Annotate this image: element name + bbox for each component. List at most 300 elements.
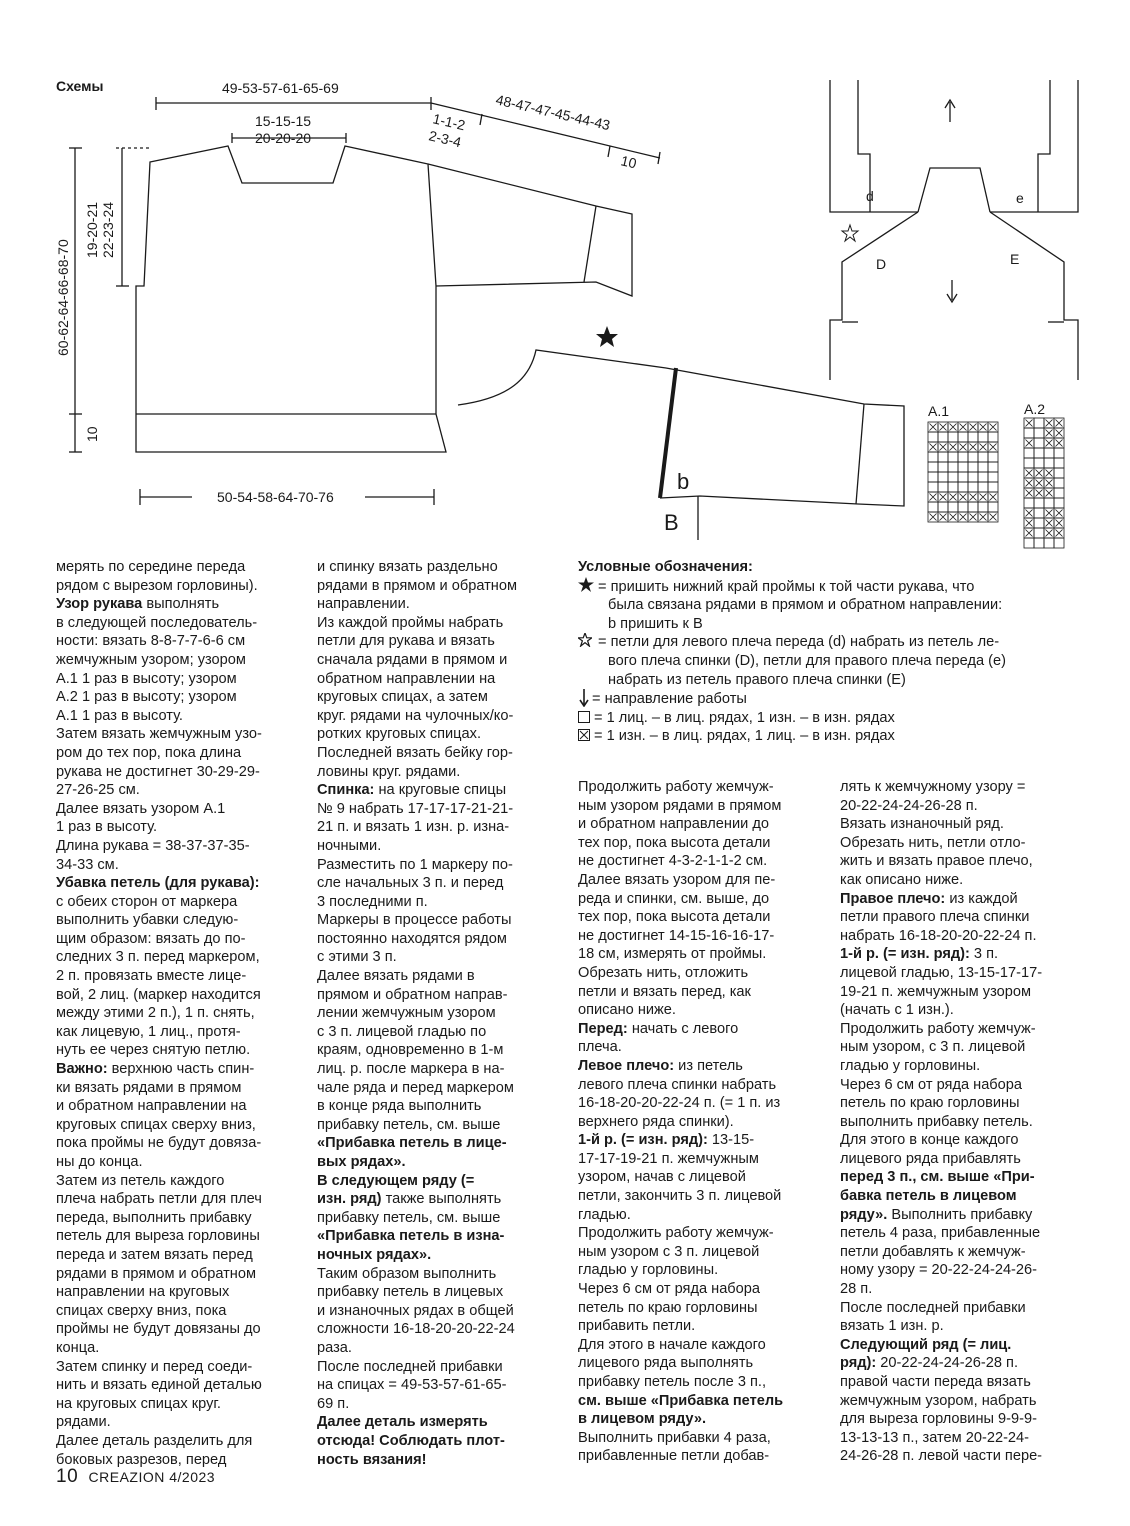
chart-cross-mark <box>1056 420 1063 427</box>
col4-line: ному узору = 20-22-24-24-26- <box>840 1262 1038 1279</box>
col2-line: на спицах = 49-53-57-61-65- <box>317 1377 507 1394</box>
col1-line: конца. <box>56 1339 100 1356</box>
col3-line: гладью. <box>578 1206 631 1223</box>
col3-line: прибавить петли. <box>578 1318 696 1335</box>
col1-line: Длина рукава = 38-37-37-35- <box>56 837 250 854</box>
chart-cross-mark <box>1046 440 1053 447</box>
col2-line: прибавку петель, см. выше <box>317 1116 501 1133</box>
col4-line: бавка петель в лицевом <box>840 1188 1017 1205</box>
col2-line: 21 п. и вязать 1 изн. р. изна- <box>317 819 510 836</box>
col4-line: 28 п. <box>840 1281 873 1298</box>
chart-cell <box>988 472 998 482</box>
col4-line: ряду». Выполнить прибавку <box>840 1206 1033 1223</box>
col3-line: 17-17-19-21 п. жемчужным <box>578 1150 759 1167</box>
col3-line: Через 6 см от ряда набора <box>578 1281 761 1298</box>
col1-line: боковых разрезов, перед <box>56 1451 227 1468</box>
label-E: E <box>1010 251 1020 267</box>
col1-line: жемчужным узором; узором <box>56 651 246 668</box>
down-arrow-icon <box>578 689 592 709</box>
col1-line: круговых спицах сверху вниз, <box>56 1116 256 1133</box>
col3-line: см. выше «Прибавка петель <box>578 1392 784 1409</box>
magazine-issue: CREAZION 4/2023 <box>88 1469 216 1485</box>
chart-cross-mark <box>960 514 967 521</box>
chart-cross-mark <box>930 494 937 501</box>
chart-cross-mark <box>990 424 997 431</box>
col2-line: № 9 набрать 17-17-17-21-21- <box>317 800 514 817</box>
label-b-capital: B <box>664 510 679 535</box>
chart-cell <box>928 452 938 462</box>
legend-title: Условные обозначения: <box>578 559 753 575</box>
col1-line: пока проймы не будут довяза- <box>56 1135 262 1152</box>
chart-cell <box>988 452 998 462</box>
chart-cross-mark <box>1046 480 1053 487</box>
chart-cross-mark <box>1056 530 1063 537</box>
chart-cross-mark <box>950 424 957 431</box>
col2-line: В следующем ряду (= <box>317 1172 475 1189</box>
label-body-width-bottom: 50-54-58-64-70-76 <box>217 489 334 505</box>
legend-outline-star-line-3: набрать из петель правого плеча спинки (E) <box>608 671 906 688</box>
chart-cell <box>1034 448 1044 458</box>
chart-cell <box>1024 498 1034 508</box>
col1-line: мерять по середине переда <box>56 559 246 575</box>
chart-cell <box>978 432 988 442</box>
col4-line: 13-13-13 п., затем 20-22-24- <box>840 1429 1030 1446</box>
chart-cell <box>938 462 948 472</box>
label-cuff-length: 10 <box>619 152 639 172</box>
col3-line: гладью у горловины. <box>578 1262 719 1279</box>
label-D: D <box>876 256 887 272</box>
col2-line: ловины круг. рядами. <box>317 763 461 780</box>
col1-line: Затем спинку и перед соеди- <box>56 1358 253 1375</box>
col2-line: с этими 3 п. <box>317 949 397 966</box>
chart-cell <box>948 482 958 492</box>
col1-line: в следующей последователь- <box>56 614 258 631</box>
col1-line: рядами. <box>56 1414 111 1431</box>
chart-cross-mark <box>940 444 947 451</box>
chart-cross-mark <box>1046 510 1053 517</box>
col4-line: 19-21 п. жемчужным узором <box>840 983 1031 1000</box>
col4-line: петель по краю горловины <box>840 1095 1020 1112</box>
chart-cross-mark <box>1026 470 1033 477</box>
col4-line: гладью у горловины. <box>840 1057 981 1074</box>
col2-line: Таким образом выполнить <box>317 1265 497 1282</box>
col4-line: Через 6 см от ряда набора <box>840 1076 1023 1093</box>
chart-cell <box>1034 508 1044 518</box>
col2-line: сложности 16-18-20-20-22-24 <box>317 1321 515 1338</box>
col1-line: проймы не будут довязаны до <box>56 1321 261 1338</box>
col1-line: ности: вязать 8-8-7-7-6-6 см <box>56 633 246 650</box>
col1-line: A.1 1 раз в высоту; узором <box>56 670 237 687</box>
chart-cell <box>958 482 968 492</box>
col3-line: плеча. <box>578 1039 622 1056</box>
col2-line: ротких круговых спицах. <box>317 726 482 743</box>
col4-line: 1-й р. (= изн. ряд): 3 п. <box>840 946 999 963</box>
chart-cross-mark <box>1046 430 1053 437</box>
chart-cell <box>978 472 988 482</box>
col4-line: как описано ниже. <box>840 871 964 888</box>
chart-cell <box>988 432 998 442</box>
chart-cell <box>958 432 968 442</box>
chart-cell <box>1054 538 1064 548</box>
chart-cell <box>978 452 988 462</box>
chart-cross-mark <box>970 444 977 451</box>
col2-line: 69 п. <box>317 1395 350 1412</box>
chart-cross-mark <box>940 514 947 521</box>
chart-cross-mark <box>930 514 937 521</box>
col3-line: не достигнет 14-15-16-16-17- <box>578 927 775 944</box>
legend-outline-star-line-1: = петли для левого плеча переда (d) набрать из петель ле- <box>598 634 1000 651</box>
col3-line: 16-18-20-20-22-24 п. (= 1 п. из <box>578 1095 781 1112</box>
cross-square-icon <box>578 727 594 746</box>
chart-a2-grid <box>1024 418 1064 548</box>
chart-cell <box>1044 538 1054 548</box>
chart-cell <box>988 502 998 512</box>
chart-cross-mark <box>960 444 967 451</box>
col2-line: прибавку петель в лицевых <box>317 1284 504 1301</box>
outline-star-icon <box>842 225 858 241</box>
chart-cross-mark <box>1036 470 1043 477</box>
col3-line: петель по краю горловины <box>578 1299 758 1316</box>
page-footer <box>56 1466 215 1488</box>
chart-cross-mark <box>950 444 957 451</box>
col3-line: ным узором рядами в прямом <box>578 797 782 814</box>
chart-cross-mark <box>1036 480 1043 487</box>
col1-line: нуть ее через снятую петлю. <box>56 1042 251 1059</box>
col4-line: для выреза горловины 9-9-9- <box>840 1411 1037 1428</box>
chart-cell <box>948 462 958 472</box>
chart-cell <box>1044 498 1054 508</box>
label-armhole-1: 19-20-21 <box>84 201 100 258</box>
col3-line: петли и вязать перед, как <box>578 983 751 1000</box>
col1-line: Затем из петель каждого <box>56 1172 225 1189</box>
legend-outline-star-line-2: вого плеча спинки (D), петли для правого плеча переда (e) <box>608 652 1006 669</box>
col4-line: Вязать изнаночный ряд. <box>840 816 1004 833</box>
col1-line: и обратном направлении на <box>56 1098 247 1115</box>
col2-line: сначала рядами в прямом и <box>317 651 508 668</box>
col2-line: вых рядах». <box>317 1154 406 1170</box>
chart-cell <box>938 482 948 492</box>
chart-cell <box>1034 428 1044 438</box>
col2-line: обратном направлении на <box>317 670 496 687</box>
chart-cross-mark <box>1026 480 1033 487</box>
col4-line: петель 4 раза, прибавленные <box>840 1225 1041 1242</box>
col1-line: переда и затем вязать перед <box>56 1246 253 1263</box>
chart-cross-mark <box>1026 510 1033 517</box>
legend-filled-star-line-3: b пришить к B <box>608 615 703 632</box>
col1-line: ны до конца. <box>56 1154 143 1170</box>
col2-line: ночных рядах». <box>317 1246 432 1263</box>
chart-cell <box>1054 448 1064 458</box>
chart-cell <box>958 452 968 462</box>
chart-cross-mark <box>990 444 997 451</box>
col2-line: Спинка: на круговые спицы <box>317 782 507 799</box>
chart-a2-label: A.2 <box>1024 401 1046 417</box>
chart-cell <box>968 502 978 512</box>
diagram-title: Схемы <box>56 78 104 94</box>
col1-line: петель для выреза горловины <box>56 1228 260 1245</box>
legend-filled-star-line-2: была связана рядами в прямом и обратном направлении: <box>608 597 1003 614</box>
text-column-1 <box>56 558 262 1469</box>
col1-line: на круговых спицах круг. <box>56 1395 221 1412</box>
chart-cell <box>988 482 998 492</box>
label-body-width-top: 49-53-57-61-65-69 <box>222 80 339 96</box>
chart-cell <box>1024 428 1034 438</box>
chart-cross-mark <box>1056 440 1063 447</box>
col3-line: и обратном направлении до <box>578 816 769 833</box>
col4-line: петли добавлять к жемчуж- <box>840 1243 1026 1260</box>
col1-line: щим образом: вязать до по- <box>56 930 246 947</box>
label-sleeve-length: 48-47-47-45-44-43 <box>494 91 612 134</box>
col4-line: 20-22-24-24-26-28 п. <box>840 797 978 814</box>
chart-cross-mark <box>1056 510 1063 517</box>
page-number: 10 <box>56 1466 79 1487</box>
col3-line: тех пор, пока высота детали <box>578 909 771 926</box>
label-shoulder-1: 1-1-2 <box>431 110 467 134</box>
chart-cross-mark <box>1046 530 1053 537</box>
col4-line: жемчужным узором, набрать <box>840 1392 1037 1409</box>
chart-a1-label: A.1 <box>928 403 950 419</box>
col2-line: «Прибавка петель в изна- <box>317 1228 505 1245</box>
col3-line: Выполнить прибавки 4 раза, <box>578 1429 771 1446</box>
col1-line: рядами в прямом и обратном <box>56 1265 257 1282</box>
label-e: e <box>1016 190 1024 206</box>
chart-cross-mark <box>980 494 987 501</box>
col2-line: Далее деталь измерять <box>317 1414 488 1431</box>
chart-cell <box>1044 458 1054 468</box>
chart-cell <box>968 462 978 472</box>
chart-cell <box>1034 458 1044 468</box>
col1-line: между этими 2 п.), 1 п. снять, <box>56 1005 255 1022</box>
empty-square-icon <box>578 709 594 728</box>
chart-cross-mark <box>950 514 957 521</box>
chart-cell <box>938 502 948 512</box>
chart-cross-mark <box>960 494 967 501</box>
chart-cell <box>948 432 958 442</box>
col4-line: Для этого в конце каждого <box>840 1132 1019 1149</box>
col3-line: Для этого в начале каждого <box>578 1336 766 1353</box>
legend-cross-square-text: = 1 изн. – в лиц. рядах, 1 лиц. – в изн. рядах <box>594 728 895 745</box>
chart-cross-mark <box>950 494 957 501</box>
col3-line: не достигнет 4-3-2-1-1-2 см. <box>578 853 768 870</box>
col3-line: ным узором с 3 п. лицевой <box>578 1243 760 1260</box>
col2-line: отсюда! Соблюдать плот- <box>317 1432 505 1449</box>
col2-line: Далее вязать рядами в <box>317 968 475 985</box>
col2-line: лиц. р. после маркера в на- <box>317 1061 505 1078</box>
chart-cross-mark <box>940 494 947 501</box>
col2-line: чале ряда и перед маркером <box>317 1079 514 1096</box>
label-shoulder-2: 2-3-4 <box>427 127 463 151</box>
col1-line: плеча набрать петли для плеч <box>56 1191 262 1208</box>
chart-cell <box>958 502 968 512</box>
chart-cell <box>1054 468 1064 478</box>
col1-line: 34-33 см. <box>56 856 119 873</box>
col4-line: Продолжить работу жемчуж- <box>840 1020 1036 1037</box>
chart-cell <box>1054 488 1064 498</box>
chart-cell <box>968 452 978 462</box>
chart-cross-mark <box>940 424 947 431</box>
col4-line: перед 3 п., см. выше «При- <box>840 1169 1035 1186</box>
col3-line: Перед: начать с левого <box>578 1020 739 1037</box>
col3-line: реда и спинки, см. выше, до <box>578 890 770 907</box>
chart-cross-mark <box>980 514 987 521</box>
col4-line: правой части переда вязать <box>840 1374 1031 1390</box>
col1-line: переда, выполнить прибавку <box>56 1209 252 1226</box>
col1-line: вой, 2 лиц. (маркер находится <box>56 986 261 1003</box>
col1-line: A.2 1 раз в высоту; узором <box>56 689 237 706</box>
legend-empty-square-text: = 1 лиц. – в лиц. рядах, 1 изн. – в изн. рядах <box>594 709 895 726</box>
col1-line: с обеих сторон от маркера <box>56 893 238 910</box>
outline-star-icon <box>578 633 598 652</box>
col3-line: Обрезать нить, отложить <box>578 964 749 981</box>
col3-line: Далее вязать узором для пе- <box>578 871 776 888</box>
col3-line: Продолжить работу жемчуж- <box>578 1225 774 1242</box>
col4-line: лицевой гладью, 13-15-17-17- <box>840 964 1043 981</box>
chart-cross-mark <box>970 494 977 501</box>
chart-cell <box>928 472 938 482</box>
col4-line: После последней прибавки <box>840 1299 1026 1316</box>
chart-cross-mark <box>970 424 977 431</box>
col3-line: прибавку петель после 3 п., <box>578 1374 767 1390</box>
chart-cross-mark <box>1026 530 1033 537</box>
chart-cell <box>938 452 948 462</box>
chart-cell <box>978 482 988 492</box>
chart-cross-mark <box>1026 490 1033 497</box>
chart-cell <box>1054 498 1064 508</box>
col1-line: Убавка петель (для рукава): <box>56 875 260 892</box>
col3-line: левого плеча спинки набрать <box>578 1076 777 1093</box>
col1-line: Затем вязать жемчужным узо- <box>56 726 262 743</box>
filled-star-icon <box>578 577 598 597</box>
chart-cell <box>1024 538 1034 548</box>
col2-line: «Прибавка петель в лице- <box>317 1135 507 1152</box>
col2-line: ночными. <box>317 837 382 854</box>
col2-line: и изнаночных рядах в общей <box>317 1302 514 1319</box>
chart-cell <box>1034 498 1044 508</box>
col2-line: После последней прибавки <box>317 1358 503 1375</box>
col1-line: выполнить убавки следую- <box>56 912 239 929</box>
text-column-3 <box>578 778 783 1466</box>
label-d: d <box>866 188 874 204</box>
col2-line: прямом и обратном направ- <box>317 986 508 1003</box>
col2-line: Последней вязать бейку гор- <box>317 744 513 761</box>
col1-line: Узор рукава выполнять <box>56 596 220 613</box>
chart-cell <box>928 482 938 492</box>
label-b-small: b <box>677 469 690 494</box>
col3-line: Левое плечо: из петель <box>578 1057 743 1074</box>
col3-line: Продолжить работу жемчуж- <box>578 779 774 795</box>
col4-line: 24-26-28 п. левой части пере- <box>840 1448 1043 1465</box>
chart-cell <box>928 462 938 472</box>
col4-line: лять к жемчужному узору = <box>840 779 1026 795</box>
filled-star-icon <box>596 326 618 347</box>
label-neck-width-2: 20-20-20 <box>255 130 312 146</box>
chart-cross-mark <box>990 494 997 501</box>
col2-line: круг. рядами на чулочных/ко- <box>317 707 514 724</box>
chart-cell <box>1024 448 1034 458</box>
chart-cell <box>928 502 938 512</box>
legend <box>578 558 1006 746</box>
chart-cell <box>978 462 988 472</box>
legend-arrow-text: = направление работы <box>592 691 747 708</box>
label-armhole-2: 22-23-24 <box>100 201 116 258</box>
col3-line: 1-й р. (= изн. ряд): 13-15- <box>578 1132 755 1149</box>
col1-line: спицах сверху вниз, пока <box>56 1302 227 1319</box>
col1-line: ки вязать рядами в прямом <box>56 1079 242 1096</box>
col4-line: жить и вязать правое плечо, <box>840 853 1033 870</box>
chart-cross-mark <box>1036 490 1043 497</box>
col2-line: петли для рукава и вязать <box>317 633 495 650</box>
col4-line: (начать с 1 изн.). <box>840 1002 954 1019</box>
chart-cell <box>968 482 978 492</box>
chart-cell <box>1054 478 1064 488</box>
col2-line: с 3 п. лицевой гладью по <box>317 1023 487 1040</box>
col3-line: в лицевом ряду». <box>578 1411 707 1428</box>
chart-cell <box>978 502 988 512</box>
col3-line: узором, начав с лицевой <box>578 1169 746 1186</box>
col2-line: лении жемчужным узором <box>317 1005 496 1022</box>
col3-line: петли, закончить 3 п. лицевой <box>578 1188 782 1205</box>
col1-line: рядом с вырезом горловины). <box>56 577 258 594</box>
col2-line: Из каждой проймы набрать <box>317 614 504 631</box>
text-column-4 <box>840 778 1042 1466</box>
chart-cell <box>968 472 978 482</box>
col1-line: Важно: верхнюю часть спин- <box>56 1061 255 1078</box>
col3-line: прибавленные петли добав- <box>578 1448 770 1465</box>
chart-cross-mark <box>1026 520 1033 527</box>
col1-line: следних 3 п. перед маркером, <box>56 949 260 966</box>
chart-cross-mark <box>980 424 987 431</box>
chart-cross-mark <box>960 424 967 431</box>
label-neck-width-1: 15-15-15 <box>255 113 312 129</box>
chart-cross-mark <box>1026 420 1033 427</box>
chart-cell <box>938 472 948 482</box>
col1-line: Далее деталь разделить для <box>56 1432 253 1449</box>
chart-cell <box>1024 458 1034 468</box>
col3-line: 18 см, измерять от проймы. <box>578 946 767 963</box>
chart-cross-mark <box>1046 470 1053 477</box>
col2-line: ность вязания! <box>317 1451 427 1468</box>
seam-b-line <box>660 368 676 498</box>
col1-line: рукава не достигнет 30-29-29- <box>56 763 260 780</box>
col4-line: Правое плечо: из каждой <box>840 890 1018 907</box>
col1-line: как лицевую, 1 лиц., протя- <box>56 1023 241 1040</box>
chart-cell <box>948 502 958 512</box>
col4-line: Обрезать нить, петли отло- <box>840 834 1026 851</box>
chart-cell <box>1054 458 1064 468</box>
chart-cell <box>928 432 938 442</box>
col3-line: описано ниже. <box>578 1002 676 1019</box>
col4-line: Следующий ряд (= лиц. <box>840 1336 1012 1353</box>
chart-cell <box>1034 528 1044 538</box>
col1-line: 1 раз в высоту. <box>56 819 158 836</box>
chart-cross-mark <box>930 444 937 451</box>
chart-cross-mark <box>1046 420 1053 427</box>
col2-line: круговых спицах, а затем <box>317 689 488 706</box>
chart-cross-mark <box>1046 520 1053 527</box>
col2-line: направлении. <box>317 596 410 613</box>
col4-line: ным узором, с 3 п. лицевой <box>840 1039 1026 1056</box>
col2-line: рядами в прямом и обратном <box>317 577 518 594</box>
chart-cross-mark <box>1026 440 1033 447</box>
col4-line: лицевого ряда прибавлять <box>840 1150 1021 1167</box>
chart-cross-mark <box>930 424 937 431</box>
chart-cross-mark <box>1056 430 1063 437</box>
chart-cell <box>958 462 968 472</box>
col3-line: тех пор, пока высота детали <box>578 834 771 851</box>
col1-line: нить и вязать единой деталью <box>56 1377 262 1394</box>
col3-line: верхнего ряда спинки). <box>578 1113 734 1130</box>
chart-cell <box>1044 448 1054 458</box>
